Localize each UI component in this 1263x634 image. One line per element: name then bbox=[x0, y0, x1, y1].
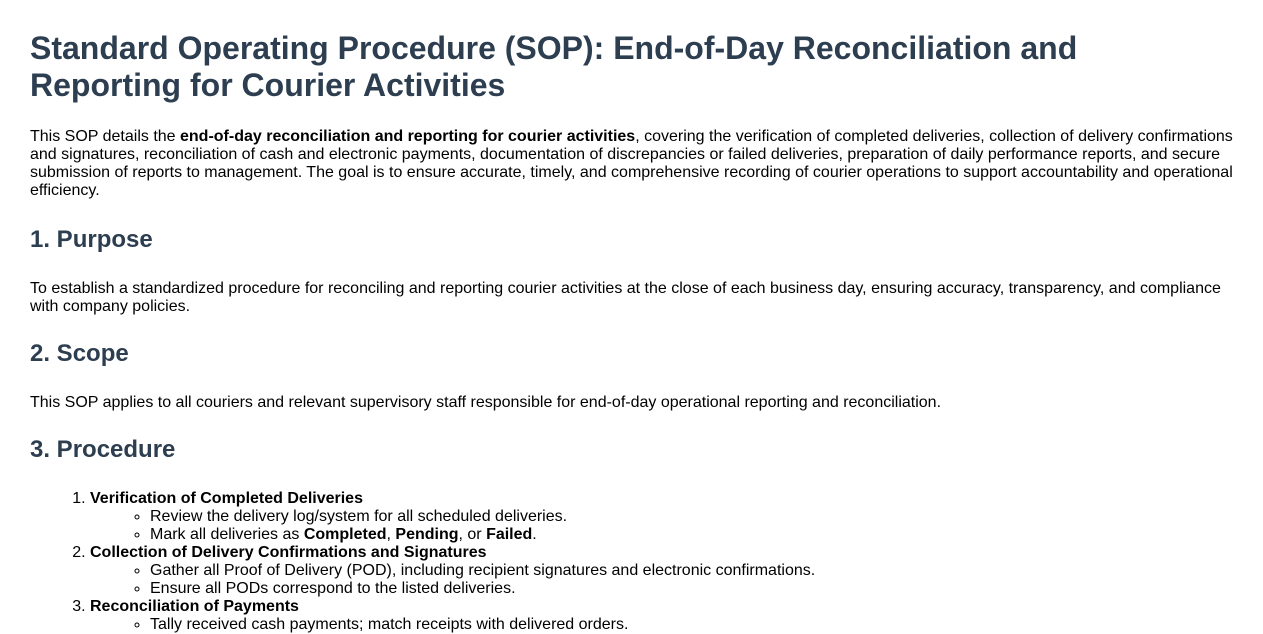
step-title: Verification of Completed Deliveries bbox=[90, 490, 363, 507]
substep-item: ◦ Ensure all PODs correspond to the listed deliveries. bbox=[150, 580, 1233, 598]
intro-paragraph bbox=[30, 128, 1233, 200]
intro-text-rest: , covering the verification of completed deliveries, collection of delivery confirmations and signatures, reconciliation of cash and electronic payments, documentation of discrepancies or failed deliveries, preparation of daily performance reports, and secure submission of reports to management. The goal is to ensure accurate, timely, and comprehensive recording of courier operations to support accountability and operational efficiency. bbox=[30, 128, 1233, 199]
status-pending: Pending bbox=[395, 526, 459, 543]
step-title: Collection of Delivery Confirmations and Signatures bbox=[90, 544, 487, 561]
substep-prefix: Mark all deliveries as bbox=[150, 526, 304, 543]
purpose-text: To establish a standardized procedure for reconciling and reporting courier activities at the close of each business day, ensuring accuracy, transparency, and compliance with company policies. bbox=[30, 280, 1221, 315]
step-substeps bbox=[90, 562, 1233, 598]
intro-text-start: This SOP details the bbox=[30, 128, 180, 145]
procedure-step bbox=[90, 598, 1233, 634]
status-completed: Completed bbox=[303, 526, 387, 543]
substep-item: ◦ Gather all Proof of Delivery (POD), including recipient signatures and electronic confirmations. bbox=[150, 562, 1233, 580]
intro-bold-topic: end-of-day reconciliation and reporting for courier activities bbox=[180, 128, 636, 145]
procedure-step bbox=[90, 490, 1233, 544]
step-substeps bbox=[90, 508, 1233, 544]
substep-item bbox=[150, 526, 1233, 544]
status-failed: Failed bbox=[486, 526, 533, 543]
scope-text: This SOP applies to all couriers and relevant supervisory staff responsible for end-of-day operational reporting and reconciliation. bbox=[30, 394, 942, 411]
page-title: Standard Operating Procedure (SOP): End-of-Day Reconciliation and Reporting for Courier Activities bbox=[30, 30, 1078, 103]
step-substeps bbox=[90, 616, 1233, 634]
separator: , bbox=[386, 526, 396, 543]
step-title: Reconciliation of Payments bbox=[90, 598, 299, 615]
separator: , or bbox=[458, 526, 487, 543]
procedure-heading: 3. Procedure bbox=[30, 436, 176, 463]
purpose-heading: 1. Purpose bbox=[30, 226, 153, 253]
substep-item: ◦ Review the delivery log/system for all scheduled deliveries. bbox=[150, 508, 1233, 526]
procedure-steps-list bbox=[30, 490, 1233, 634]
sop-document bbox=[0, 30, 1263, 634]
scope-heading: 2. Scope bbox=[30, 340, 129, 367]
substep-item: ◦ Tally received cash payments; match receipts with delivered orders. bbox=[150, 616, 1233, 634]
substep-suffix: . bbox=[532, 526, 537, 543]
